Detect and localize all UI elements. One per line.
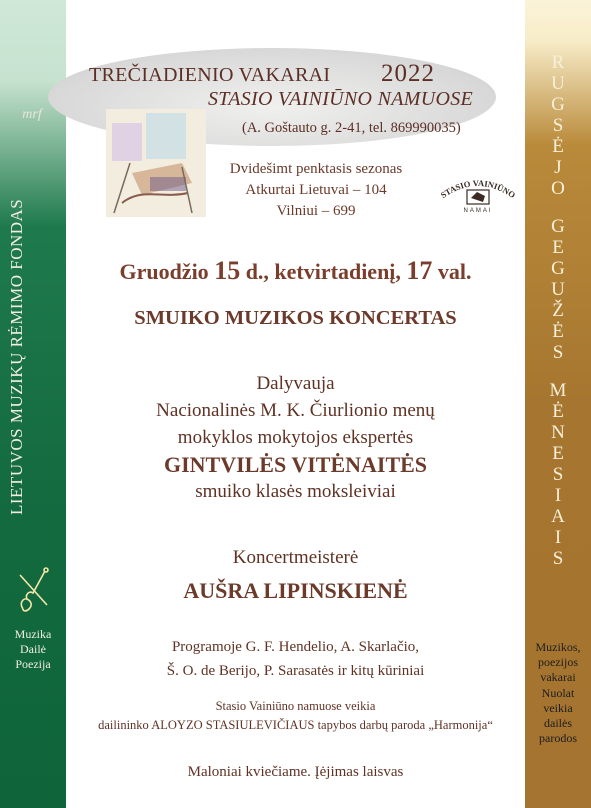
- letter: O: [551, 178, 565, 199]
- letter: A: [551, 506, 565, 527]
- letter: E: [552, 237, 564, 258]
- year: 2022: [381, 60, 435, 87]
- mrf-logo: mrf: [22, 107, 42, 122]
- letter: Ė: [552, 401, 564, 422]
- season-line1: Dvidešimt penktasis sezonas: [229, 161, 403, 177]
- right-words-b: [525, 686, 591, 746]
- header-line2: STASIO VAINIŪNO NAMUOSE: [208, 88, 474, 110]
- letter: E: [552, 443, 564, 464]
- exhibition-line1: Stasio Vainiūno namuose veikia: [215, 699, 376, 713]
- school-line2: mokyklos mokytojos ekspertės: [177, 427, 414, 448]
- accompanist-label: Koncertmeisterė: [232, 547, 359, 568]
- program-line1: Programoje G. F. Hendelio, A. Skarlačio,: [171, 639, 420, 655]
- letter: G: [551, 94, 565, 115]
- letter: I: [554, 485, 562, 506]
- house-logo: [433, 176, 523, 214]
- exhibition: [66, 697, 525, 735]
- letter: Ė: [552, 136, 564, 157]
- text-line: Nuolat: [541, 686, 575, 700]
- letter: G: [551, 258, 565, 279]
- letter: U: [551, 279, 565, 300]
- participants: [66, 370, 525, 505]
- concert-title: SMUIKO MUZIKOS KONCERTAS: [134, 307, 457, 329]
- letter: U: [551, 73, 565, 94]
- season-info: [206, 159, 426, 222]
- season-line2: Atkurtai Lietuvai – 104: [245, 182, 387, 198]
- letter: I: [554, 527, 562, 548]
- date-unit: val.: [432, 259, 472, 284]
- right-words-a: [525, 640, 591, 685]
- letter: S: [552, 548, 564, 569]
- program-line2: Š. O. de Berijo, P. Sarasatės ir kitų kūriniai: [166, 663, 425, 679]
- letter: J: [554, 157, 562, 178]
- text-line: Muzikos,: [535, 640, 581, 654]
- letter: S: [552, 464, 564, 485]
- word-poezija: Poezija: [15, 657, 51, 671]
- fund-name: LIETUVOS MUZIKŲ RĖMIMO FONDAS: [7, 198, 26, 516]
- letter: Ė: [552, 321, 564, 342]
- text-line: veikia: [543, 701, 573, 715]
- painting-image: [102, 103, 210, 221]
- accompanist-name: AUŠRA LIPINSKIENĖ: [183, 578, 408, 603]
- poster-content: [66, 0, 525, 808]
- letter: N: [551, 422, 565, 443]
- date-weekday: d., ketvirtadienį,: [240, 259, 407, 284]
- text-line: dailės: [544, 716, 572, 730]
- date-day: 15: [214, 256, 241, 285]
- program: [66, 635, 525, 683]
- participates-label: Dalyvauja: [256, 373, 335, 394]
- left-band: [0, 0, 66, 808]
- violin-icon: [17, 565, 51, 615]
- right-band: [525, 0, 591, 808]
- text-line: poezijos: [538, 655, 578, 669]
- date-month: Gruodžio: [119, 259, 215, 284]
- text-line: parodos: [539, 731, 577, 745]
- address: (A. Goštauto g. 2-41, tel. 869990035): [242, 120, 461, 136]
- left-words: [0, 627, 66, 672]
- header-line1: TREČIADIENIO VAKARAI: [89, 64, 331, 86]
- season-line3: Vilniui – 699: [276, 203, 356, 219]
- word-daile: Dailė: [20, 642, 46, 656]
- date-hour: 17: [406, 256, 433, 285]
- letter: R: [551, 52, 565, 73]
- letter: M: [549, 380, 567, 401]
- letter: G: [551, 216, 565, 237]
- word-muzika: Muzika: [14, 627, 52, 641]
- letter: Ž: [552, 300, 564, 321]
- house-logo-bottom: NAMAI: [463, 208, 493, 214]
- text-line: vakarai: [540, 670, 576, 684]
- school-line1: Nacionalinės M. K. Čiurlionio menų: [156, 400, 435, 421]
- exhibition-line2: dailininko ALOYZO STASIULEVIČIAUS tapybos darbų paroda „Harmonija“: [98, 718, 493, 732]
- letter: S: [552, 342, 564, 363]
- event-date: [66, 256, 525, 286]
- teacher-name: GINTVILĖS VITĖNAITĖS: [163, 452, 428, 477]
- class-line: smuiko klasės moksleiviai: [195, 481, 396, 502]
- months-vertical: [525, 52, 591, 569]
- closing-line: Maloniai kviečiame. Įėjimas laisvas: [187, 764, 404, 780]
- house-logo-top: STASIO VAINIŪNO: [438, 177, 518, 201]
- letter: S: [552, 115, 564, 136]
